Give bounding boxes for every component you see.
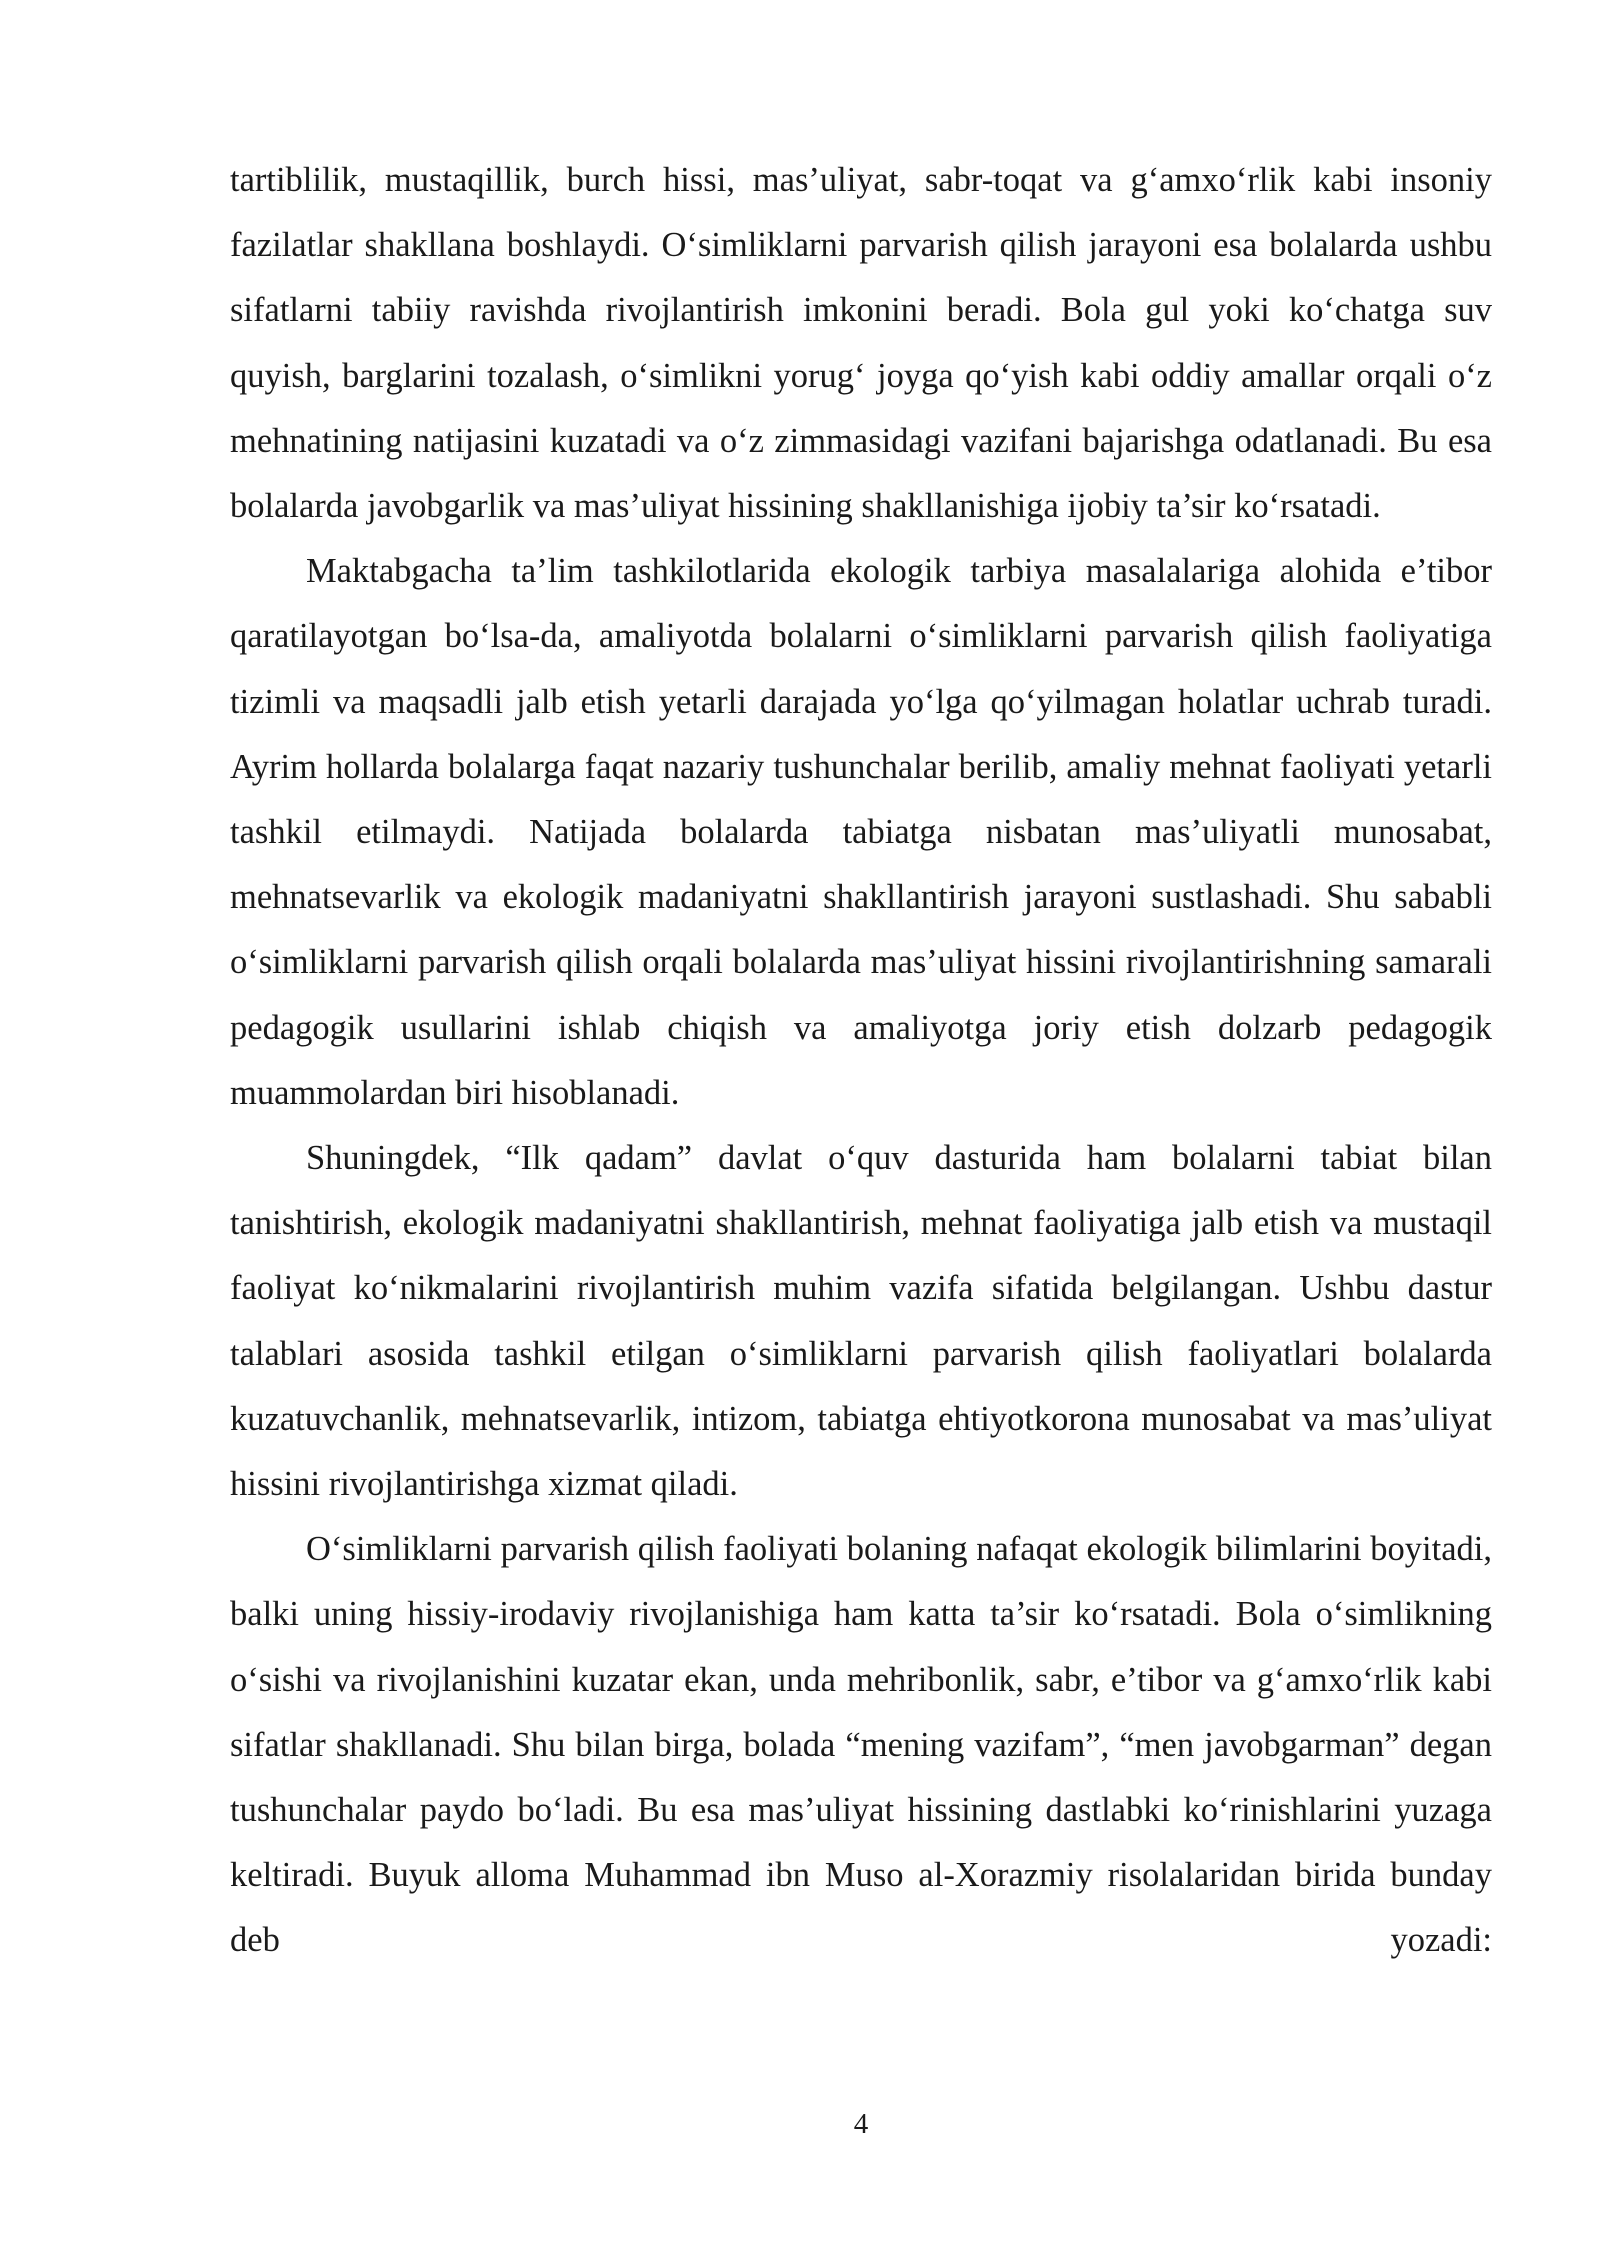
paragraph-plant-care-activity: O‘simliklarni parvarish qilish faoliyati bolaning nafaqat ekologik bilimlarini boyitadi, balki uning hissiy-irodaviy rivojlanishiga ham katta ta’sir ko‘rsatadi. Bola o‘simlikning o‘sishi va rivojlanishini kuzatar ekan, unda mehribonlik, sabr, e’tibor va g‘amxo‘rlik kabi sifatlar shakllanadi. Shu bilan birga, bolada “mening vazifam”, “men javobgarman” degan tushunchalar paydo bo‘ladi. Bu esa mas’uliyat hissining dastlabki ko‘rinishlarini yuzaga keltiradi. Buyuk alloma Muhammad ibn Muso al-Xorazmiy risolalaridan birida bunday deb yozadi: bbox=[230, 1530, 1492, 1960]
document-body bbox=[230, 148, 1492, 1974]
paragraph-ilk-qadam-program: Shuningdek, “Ilk qadam” davlat o‘quv dasturida ham bolalarni tabiat bilan tanishtirish, ekologik madaniyatni shakllantirish, mehnat faoliyatiga jalb etish va mustaqil faoliyat ko‘nikmalarini rivojlantirish muhim vazifa sifatida belgilangan. Ushbu dastur talablari asosida tashkil etilgan o‘simliklarni parvarish qilish faoliyatlari bolalarda kuzatuvchanlik, mehnatsevarlik, intizom, tabiatga ehtiyotkorona munosabat va mas’uliyat hissini rivojlantirishga xizmat qiladi. bbox=[230, 1139, 1492, 1504]
page-number: 4 bbox=[853, 2108, 869, 2140]
paragraph-ecological-upbringing: Maktabgacha ta’lim tashkilotlarida ekologik tarbiya masalalariga alohida e’tibor qaratilayotgan bo‘lsa-da, amaliyotda bolalarni o‘simliklarni parvarish qilish faoliyatiga tizimli va maqsadli jalb etish yetarli darajada yo‘lga qo‘yilmagan holatlar uchrab turadi. Ayrim hollarda bolalarga faqat nazariy tushunchalar berilib, amaliy mehnat faoliyati yetarli tashkil etilmaydi. Natijada bolalarda tabiatga nisbatan mas’uliyatli munosabat, mehnatsevarlik va ekologik madaniyatni shakllantirish jarayoni sustlashadi. Shu sababli o‘simliklarni parvarish qilish orqali bolalarda mas’uliyat hissini rivojlantirishning samarali pedagogik usullarini ishlab chiqish va amaliyotga joriy etish dolzarb pedagogik muammolardan biri hisoblanadi. bbox=[230, 552, 1492, 1112]
paragraph-continued: tartiblilik, mustaqillik, burch hissi, mas’uliyat, sabr-toqat va g‘amxo‘rlik kabi insoniy fazilatlar shakllana boshlaydi. O‘simliklarni parvarish qilish jarayoni esa bolalarda ushbu sifatlarni tabiiy ravishda rivojlantirish imkonini beradi. Bola gul yoki ko‘chatga suv quyish, barglarini tozalash, o‘simlikni yorug‘ joyga qo‘yish kabi oddiy amallar orqali o‘z mehnatining natijasini kuzatadi va o‘z zimmasidagi vazifani bajarishga odatlanadi. Bu esa bolalarda javobgarlik va mas’uliyat hissining shakllanishiga ijobiy ta’sir ko‘rsatadi. bbox=[230, 161, 1492, 526]
